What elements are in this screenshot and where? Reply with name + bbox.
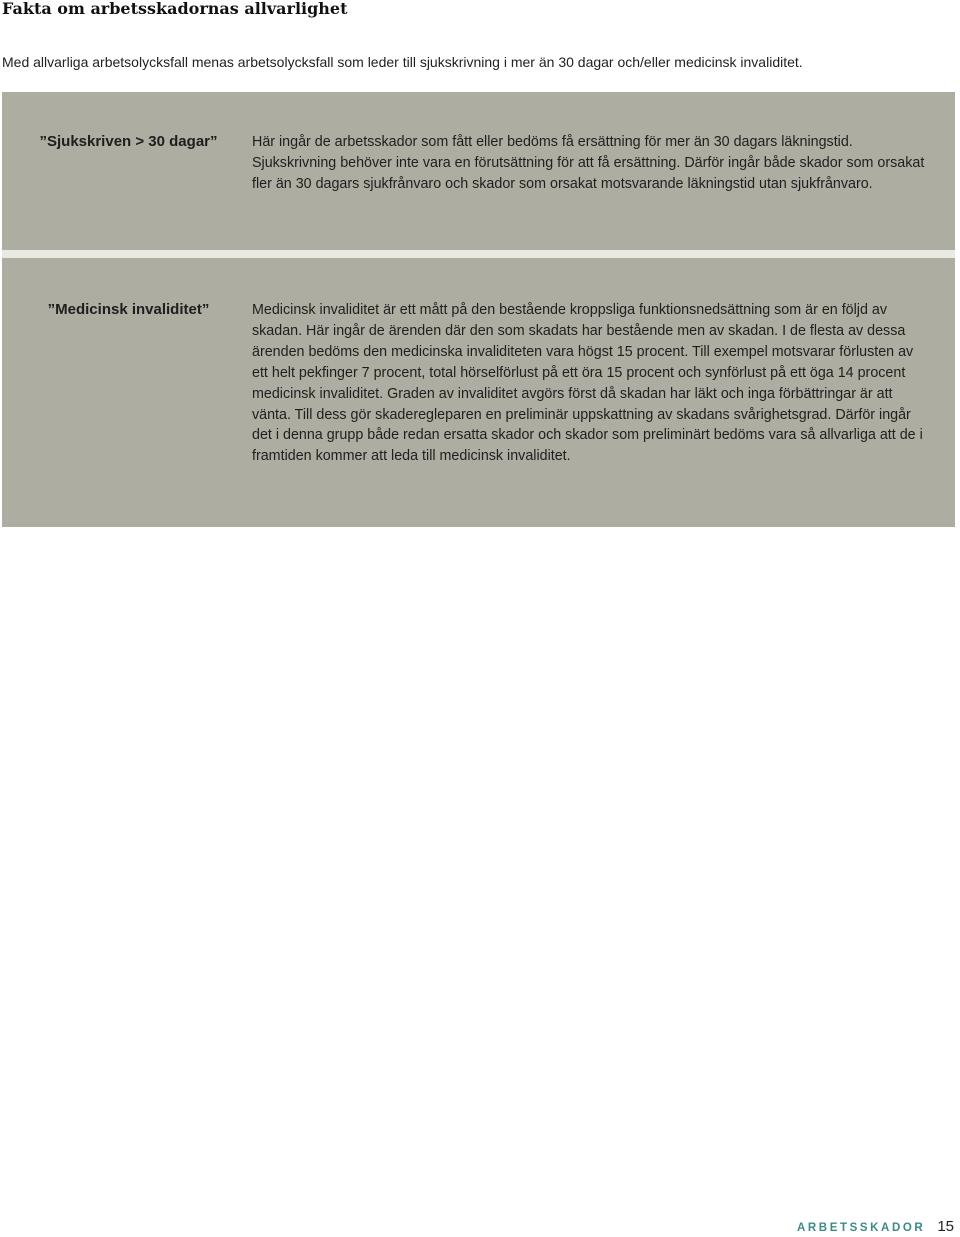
term-description: Här ingår de arbetsskador som fått eller bedöms få ersättning för mer än 30 dagars läkningstid. Sjukskrivning behöver inte vara en förutsättning för att få ersättning. Därför ingår både skador som orsakat fler än 30 dagars sjukfrånvaro och skador som orsakat motsvarande läkningstid utan sjukfrånvaro. <box>252 134 925 192</box>
footer-section-label: ARBETSSKADOR <box>796 1222 926 1234</box>
page-footer <box>797 1218 954 1235</box>
term-label: ”Sjukskriven > 30 dagar” <box>39 133 218 150</box>
page-title: Fakta om arbetsskadornas allvarlighet <box>2 0 348 18</box>
term-label: ”Medicinsk invaliditet” <box>47 301 210 318</box>
intro-paragraph: Med allvarliga arbetsolycksfall menas arbetsolycksfall som leder till sjukskrivning i mer än 30 dagar och/eller medicinsk invaliditet. <box>2 54 803 70</box>
page-number: 15 <box>937 1218 954 1235</box>
definition-panel-medical-disability <box>2 258 955 527</box>
term-description: Medicinsk invaliditet är ett mått på den bestående kroppsliga funktionsnedsättning som är en följd av skadan. Här ingår de ärenden där den som skadats har bestående men av skadan. I de flesta av dessa ärenden bedöms den medicinska invaliditeten vara högst 15 procent. Till exempel motsvarar förlusten av ett helt pekfinger 7 procent, total hörselförlust på ett öra 15 procent och synförlust på ett öga 14 procent medicinsk invaliditet. Graden av invaliditet avgörs först då skadan har läkt och inga förbättringar är att vänta. Till dess gör skadereglераren en preliminär uppskattning av skadans svårighetsgrad. Därför ingår det i denna grupp både redan ersatta skador och skador som preliminärt bedöms vara så allvarliga att de i framtiden kommer att leda till medicinsk invaliditet. <box>252 302 923 465</box>
panel-divider <box>2 250 955 258</box>
definition-panel-sick-leave <box>2 92 955 250</box>
